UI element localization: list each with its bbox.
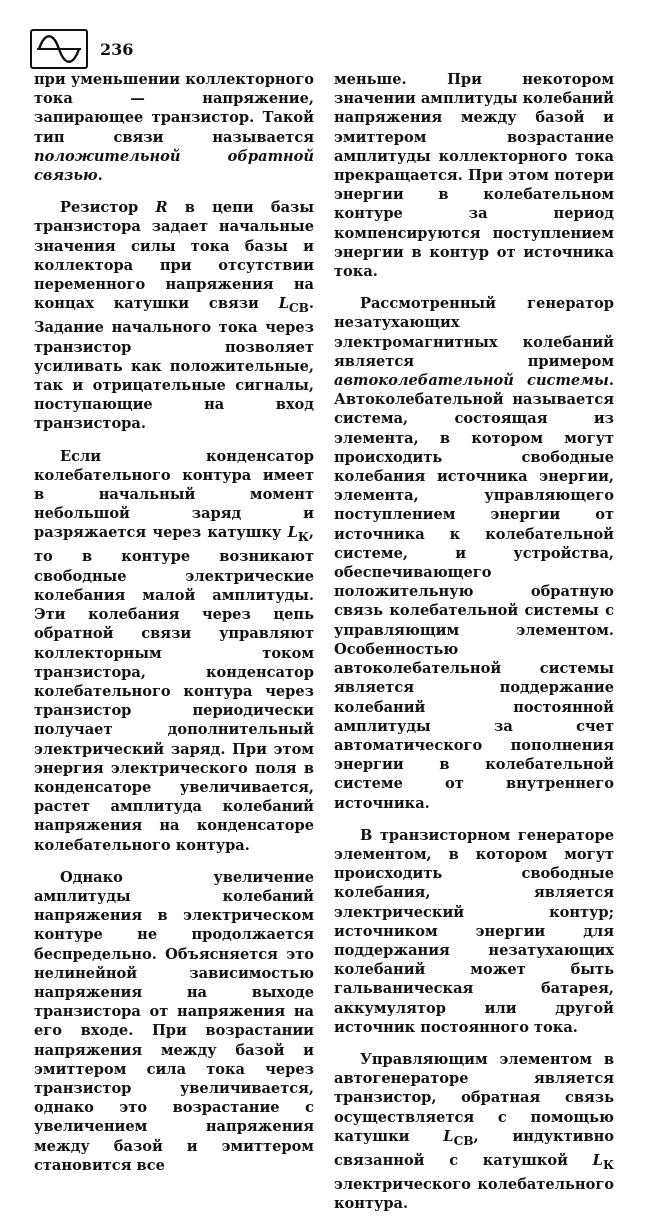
paragraph: Резистор R в цепи базы транзистора задает начальные значения силы тока базы и коллектора при отсутствии переменного напряжения на концах катушки связи $L_{СВ}$. Задание начального тока через транзистор позволяет усиливать как положительные, так и отрицательные сигналы, поступающие на вход транзистора. xyxy=(34,199,314,433)
paragraph: Если конденсатор колебательного контура имеет в начальный момент небольшой заряд и разряжается через катушку $L_К$, то в контуре возникают свободные электрические колебания малой амплитуды. Эти колебания через цепь обратной связи управляют коллекторным током транзистора, конденсатор колебательного контура через транзистор периодически получает дополнительный электрический заряд. При этом энергия электрического поля в конденсаторе увеличивается, растет амплитуда колебаний напряжения на конденсаторе колебательного контура. xyxy=(34,447,314,854)
page-number: 236 xyxy=(100,39,134,59)
paragraph: при уменьшении коллекторного тока — напряжение, запирающее транзистор. Такой тип связи называется положительной обратной связью. xyxy=(34,71,314,185)
paragraph: меньше. При некотором значении амплитуды колебаний напряжения между базой и эмиттером возрастание амплитуды коллекторного тока прекращается. При этом потери энергии в колебательном контуре за период компенсируются поступлением энергии в контур от источника тока. xyxy=(334,71,614,281)
paragraph: Рассмотренный генератор незатухающих электромагнитных колебаний является примером автоколебательной системы. Автоколебательной называется система, состоящая из элемента, в котором могут происходить свободные колебания источника энергии, элемента, управляющего поступлением энергии от источника к колебательной системе, и устройства, обеспечивающего положительную обратную связь колебательной системы с управляющим элементом. Особенностью автоколебательной системы является поддержание колебаний постоянной амплитуды за счет автоматического пополнения энергии в колебательной системе от внутреннего источника. xyxy=(334,295,614,812)
paragraph: Однако увеличение амплитуды колебаний напряжения в электрическом контуре не продолжается беспредельно. Объясняется это нелинейной зависимостью напряжения на выходе транзистора от напряжения на его входе. При возрастании напряжения между базой и эмиттером сила тока через транзистор увеличивается, однако это возрастание с увеличением напряжения между базой и эмиттером становится все xyxy=(34,868,314,1174)
left-column xyxy=(34,70,314,1188)
paragraph: В транзисторном генераторе элементом, в котором могут происходить свободные колебания, является электрический контур; источником энергии для поддержания незатухающих колебаний может быть гальваническая батарея, аккумулятор или другой источник постоянного тока. xyxy=(334,826,614,1036)
page-header xyxy=(30,26,133,72)
sine-wave-icon xyxy=(30,29,88,69)
paragraph: Управляющим элементом в автогенераторе является транзистор, обратная связь осуществляется с помощью катушки $L_{СВ}$, индуктивно связанной с катушкой $L_К$ электрического колебательного контура. xyxy=(334,1050,614,1213)
right-column xyxy=(334,70,614,1226)
